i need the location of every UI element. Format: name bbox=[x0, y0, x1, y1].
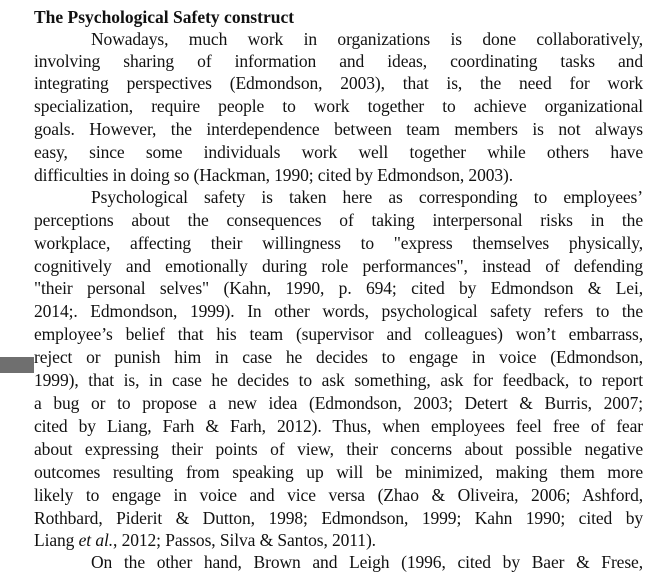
paragraph-1-line-6: easy, since some individuals work well together while others have bbox=[34, 142, 643, 162]
paragraph-1-line-3: integrating perspectives (Edmondson, 2003), that is, the need for work bbox=[34, 73, 643, 93]
paragraph-3-line-1: On the other hand, Brown and Leigh (1996, cited by Baer & Frese, bbox=[91, 552, 643, 572]
margin-marker bbox=[0, 357, 34, 373]
paragraph-2-line-15: Rothbard, Piderit & Dutton, 1998; Edmondson, 1999; Kahn 1990; cited by bbox=[34, 508, 643, 528]
paragraph-2-line-14: likely to engage in voice and vice versa (Zhao & Oliveira, 2006; Ashford, bbox=[34, 485, 643, 505]
paragraph-2-line-10: a bug or to propose a new idea (Edmondson, 2003; Detert & Burris, 2007; bbox=[34, 393, 643, 413]
citation-text-tail: , 2012; Passos, Silva & Santos, 2011). bbox=[113, 530, 376, 550]
citation-text: Liang bbox=[34, 530, 79, 550]
paragraph-1-line-4: specialization, require people to work together to achieve organizational bbox=[34, 96, 643, 116]
paragraph-2-line-16 bbox=[34, 529, 643, 551]
paragraph-1-line-2: involving sharing of information and ideas, coordinating tasks and bbox=[34, 51, 643, 71]
paragraph-2-line-3: workplace, affecting their willingness to "express themselves physically, bbox=[34, 233, 643, 253]
paragraph-2-line-13: outcomes resulting from speaking up will be minimized, making them more bbox=[34, 462, 643, 482]
paragraph-2-line-12: about expressing their points of view, their concerns about possible negative bbox=[34, 439, 643, 459]
paragraph-2-line-1: Psychological safety is taken here as corresponding to employees’ bbox=[91, 187, 643, 207]
paragraph-2-line-9: 1999), that is, in case he decides to ask something, ask for feedback, to report bbox=[34, 370, 643, 390]
paragraph-2-line-11: cited by Liang, Farh & Farh, 2012). Thus, when employees feel free of fear bbox=[34, 416, 643, 436]
citation-et-al: et al. bbox=[78, 530, 114, 550]
paragraph-1-line-1: Nowadays, much work in organizations is done collaboratively, bbox=[91, 29, 643, 49]
paragraph-2-line-4: cognitively and emotionally during role performances", instead of defending bbox=[34, 256, 643, 276]
paragraph-2-line-8: reject or punish him in case he decides to engage in voice (Edmondson, bbox=[34, 347, 643, 367]
paragraph-2-line-5: "their personal selves" (Kahn, 1990, p. 694; cited by Edmondson & Lei, bbox=[34, 278, 643, 298]
paragraph-1-line-7: difficulties in doing so (Hackman, 1990; cited by Edmondson, 2003). bbox=[34, 165, 514, 185]
section-heading: The Psychological Safety construct bbox=[34, 7, 295, 27]
paragraph-1-line-5: goals. However, the interdependence between team members is not always bbox=[34, 119, 643, 139]
paragraph-2-line-2: perceptions about the consequences of taking interpersonal risks in the bbox=[34, 210, 643, 230]
paragraph-2-line-7: employee’s belief that his team (supervisor and colleagues) won’t embarrass, bbox=[34, 324, 643, 344]
paragraph-2-line-6: 2014;. Edmondson, 1999). In other words, psychological safety refers to the bbox=[34, 301, 643, 321]
